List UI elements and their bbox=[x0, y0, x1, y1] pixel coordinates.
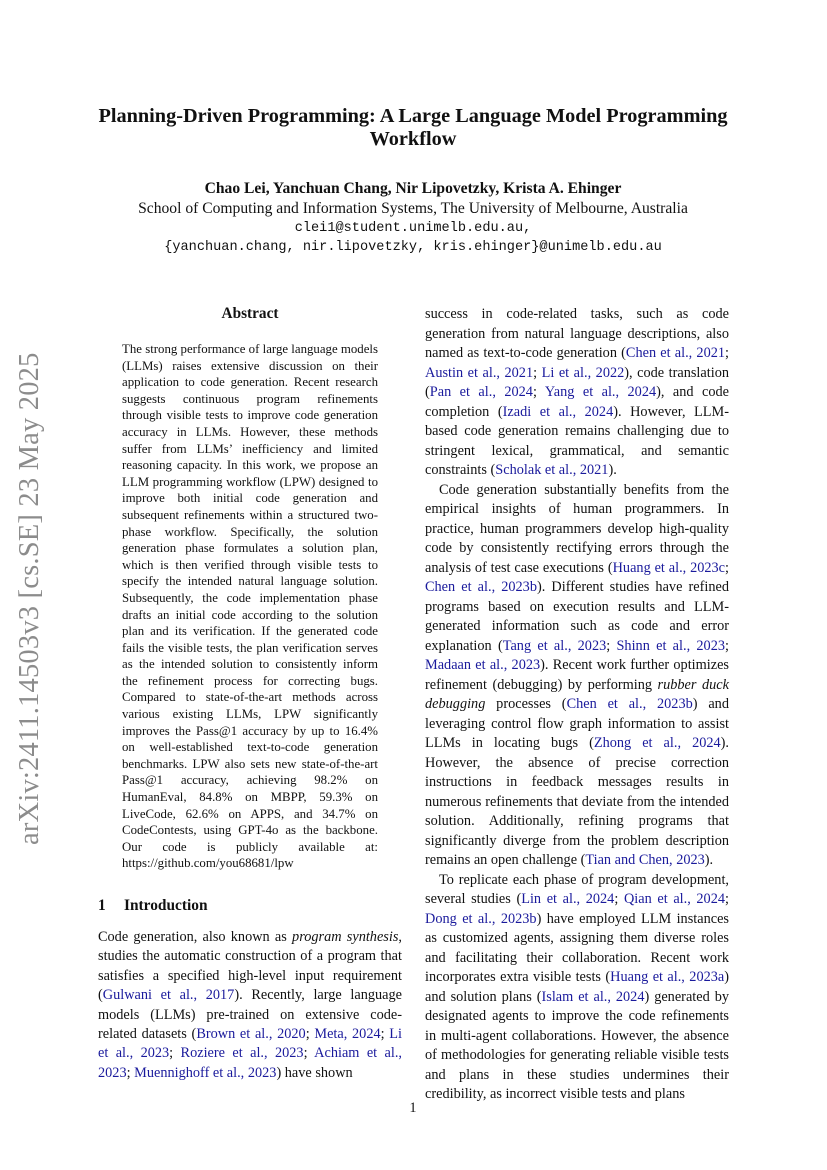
section-title: Introduction bbox=[124, 897, 208, 914]
abstract-text: The strong performance of large language models (LLMs) raises extensive discussion on their application to code generation. Recent research suggests continuous program refinements through visible tests to improve code generation accuracy in LLMs. However, these methods suffer from LLMs’ inefficiency and limited reasoning capacity. In this work, we propose an LLM programming workflow (LPW) designed to improve both initial code generation and subsequent refinements within a structured two-phase workflow. Specifically, the solution generation phase formulates a solution plan, which is then verified through visible tests to specify the intended natural language solution. Subsequently, the code implementation phase drafts an initial code according to the solution plan and its verification. If the generated code fails the visible tests, the plan verification serves as the intended solution to consistently inform the refinement process for correcting bugs. Compared to state-of-the-art methods across various existing LLMs, LPW significantly improves the Pass@1 accuracy by up to 16.4% on well-established text-to-code generation benchmarks. LPW also sets new state-of-the-art Pass@1 accuracy, achieving 98.2% on HumanEval, 84.8% on MBPP, 59.3% on LiveCode, 62.6% on APPS, and 34.7% on CodeContests, using GPT-4o as the backbone. Our code is publicly available at: https://github.com/you68681/lpw bbox=[122, 342, 378, 871]
citation-link[interactable]: Li et al., 2023 bbox=[98, 1026, 403, 1062]
citation-link[interactable]: Madaan et al., 2023 bbox=[425, 657, 541, 673]
citation-link[interactable]: Islam et al., 2024 bbox=[541, 988, 645, 1005]
citation-link[interactable]: Chen et al., 2021 bbox=[625, 345, 726, 361]
section-number: 1 bbox=[98, 897, 106, 914]
intro-right-column bbox=[425, 305, 729, 1105]
intro-paragraph: success in code-related tasks, such as code generation from natural language descriptions, also named as text-to-code generation (Chen et al., 2021; Austin et al., 2021; Li et al., 2022), code translation (Pan et al., 2024; Yang et al., 2024), and code completion (Izadi et al., 2024). However, LLM-based code generation remains challenging due to stringent lexical, grammatical, and semantic constraints (Scholak et al., 2021). bbox=[425, 306, 730, 478]
author-list: Chao Lei, Yanchuan Chang, Nir Lipovetzky, Krista A. Ehinger bbox=[204, 180, 622, 197]
citation-link[interactable]: Meta, 2024 bbox=[314, 1026, 381, 1043]
citation-link[interactable]: Li et al., 2022 bbox=[541, 364, 625, 381]
citation-link[interactable]: Lin et al., 2024 bbox=[521, 891, 615, 907]
emphasis-text: rubber duck debugging bbox=[425, 676, 729, 712]
citation-link[interactable]: Chen et al., 2023b bbox=[425, 579, 537, 595]
email-line-2[interactable]: {yanchuan.chang, nir.lipovetzky, kris.ehinger}@unimelb.edu.au bbox=[164, 240, 662, 255]
page-number: 1 bbox=[409, 1100, 417, 1116]
emphasis-text: program synthesis bbox=[292, 929, 399, 945]
citation-link[interactable]: Shinn et al., 2023 bbox=[616, 637, 726, 654]
citation-link[interactable]: Achiam et al., 2023 bbox=[98, 1045, 403, 1081]
citation-link[interactable]: Scholak et al., 2021 bbox=[495, 462, 609, 478]
citation-link[interactable]: Muennighoff et al., 2023 bbox=[134, 1064, 277, 1081]
paper-title: Planning-Driven Programming: A Large Language Model Programming Workflow bbox=[98, 105, 728, 150]
citation-link[interactable]: Zhong et al., 2024 bbox=[593, 735, 721, 751]
abstract-body bbox=[122, 341, 378, 872]
citation-link[interactable]: Huang et al., 2023c bbox=[612, 559, 726, 576]
citation-link[interactable]: Roziere et al., 2023 bbox=[180, 1045, 304, 1062]
intro-paragraph: Code generation substantially benefits from the empirical insights of human programmers. In practice, human programmers develop high-quality code by consistently rectifying errors through the analysis of test case executions (Huang et al., 2023c; Chen et al., 2023b). Different studies have refined programs based on execution results and LLM-generated information such as code and error explanation (Tang et al., 2023; Shinn et al., 2023; Madaan et al., 2023). Recent work further optimizes refinement (debugging) by performing rubber duck debugging processes (Chen et al., 2023b) and leveraging control flow graph information to assist LLMs in locating bugs (Zhong et al., 2024). However, the absence of precise correction instructions in feedback messages results in numerous refinements that deviate from the intended solution. Additionally, refining programs that significantly diverge from the problem description remains an open challenge (Tian and Chen, 2023). bbox=[425, 481, 730, 868]
citation-link[interactable]: Austin et al., 2021 bbox=[425, 364, 534, 381]
intro-paragraph: To replicate each phase of program development, several studies (Lin et al., 2024; Qian et al., 2024; Dong et al., 2023b) have employed LLM instances as customized agents, assigning them diverse roles and facilitating their collaboration. Recent work incorporates extra visible tests (Huang et al., 2023a) and solution plans (Islam et al., 2024) generated by designated agents to improve the code refinements in multi-agent collaborations. However, the absence of methodologies for generating reliable visible tests and plans in these studies undermines their credibility, as incorrect visible tests and plans bbox=[425, 871, 729, 1102]
section-heading-introduction bbox=[98, 897, 208, 915]
citation-link[interactable]: Yang et al., 2024 bbox=[544, 384, 657, 400]
email-line-1[interactable]: clei1@student.unimelb.edu.au, bbox=[294, 221, 532, 236]
intro-paragraph: Code generation, also known as program synthesis, studies the automatic construction of a program that satisfies a specified high-level input requirement (Gulwani et al., 2017). Recently, large language models (LLMs) pre-trained on extensive code-related datasets (Brown et al., 2020; Meta, 2024; Li et al., 2023; Roziere et al., 2023; Achiam et al., 2023; Muennighoff et al., 2023) have shown bbox=[98, 929, 403, 1081]
citation-link[interactable]: Tian and Chen, 2023 bbox=[585, 852, 705, 868]
citation-link[interactable]: Dong et al., 2023b bbox=[425, 910, 537, 927]
arxiv-identifier-stamp: arXiv:2411.14503v3 [cs.SE] 23 May 2025 bbox=[14, 352, 45, 845]
affiliation: School of Computing and Information Systems, The University of Melbourne, Australia bbox=[138, 200, 688, 217]
citation-link[interactable]: Pan et al., 2024 bbox=[429, 384, 533, 400]
citation-link[interactable]: Gulwani et al., 2017 bbox=[102, 987, 235, 1004]
intro-left-column bbox=[98, 928, 402, 1083]
citation-link[interactable]: Izadi et al., 2024 bbox=[502, 403, 614, 420]
citation-link[interactable]: Brown et al., 2020 bbox=[196, 1026, 306, 1043]
citation-link[interactable]: Tang et al., 2023 bbox=[502, 637, 607, 654]
citation-link[interactable]: Huang et al., 2023a bbox=[610, 969, 725, 985]
citation-link[interactable]: Chen et al., 2023b bbox=[566, 696, 693, 712]
abstract-heading: Abstract bbox=[221, 305, 279, 322]
citation-link[interactable]: Qian et al., 2024 bbox=[623, 891, 726, 907]
